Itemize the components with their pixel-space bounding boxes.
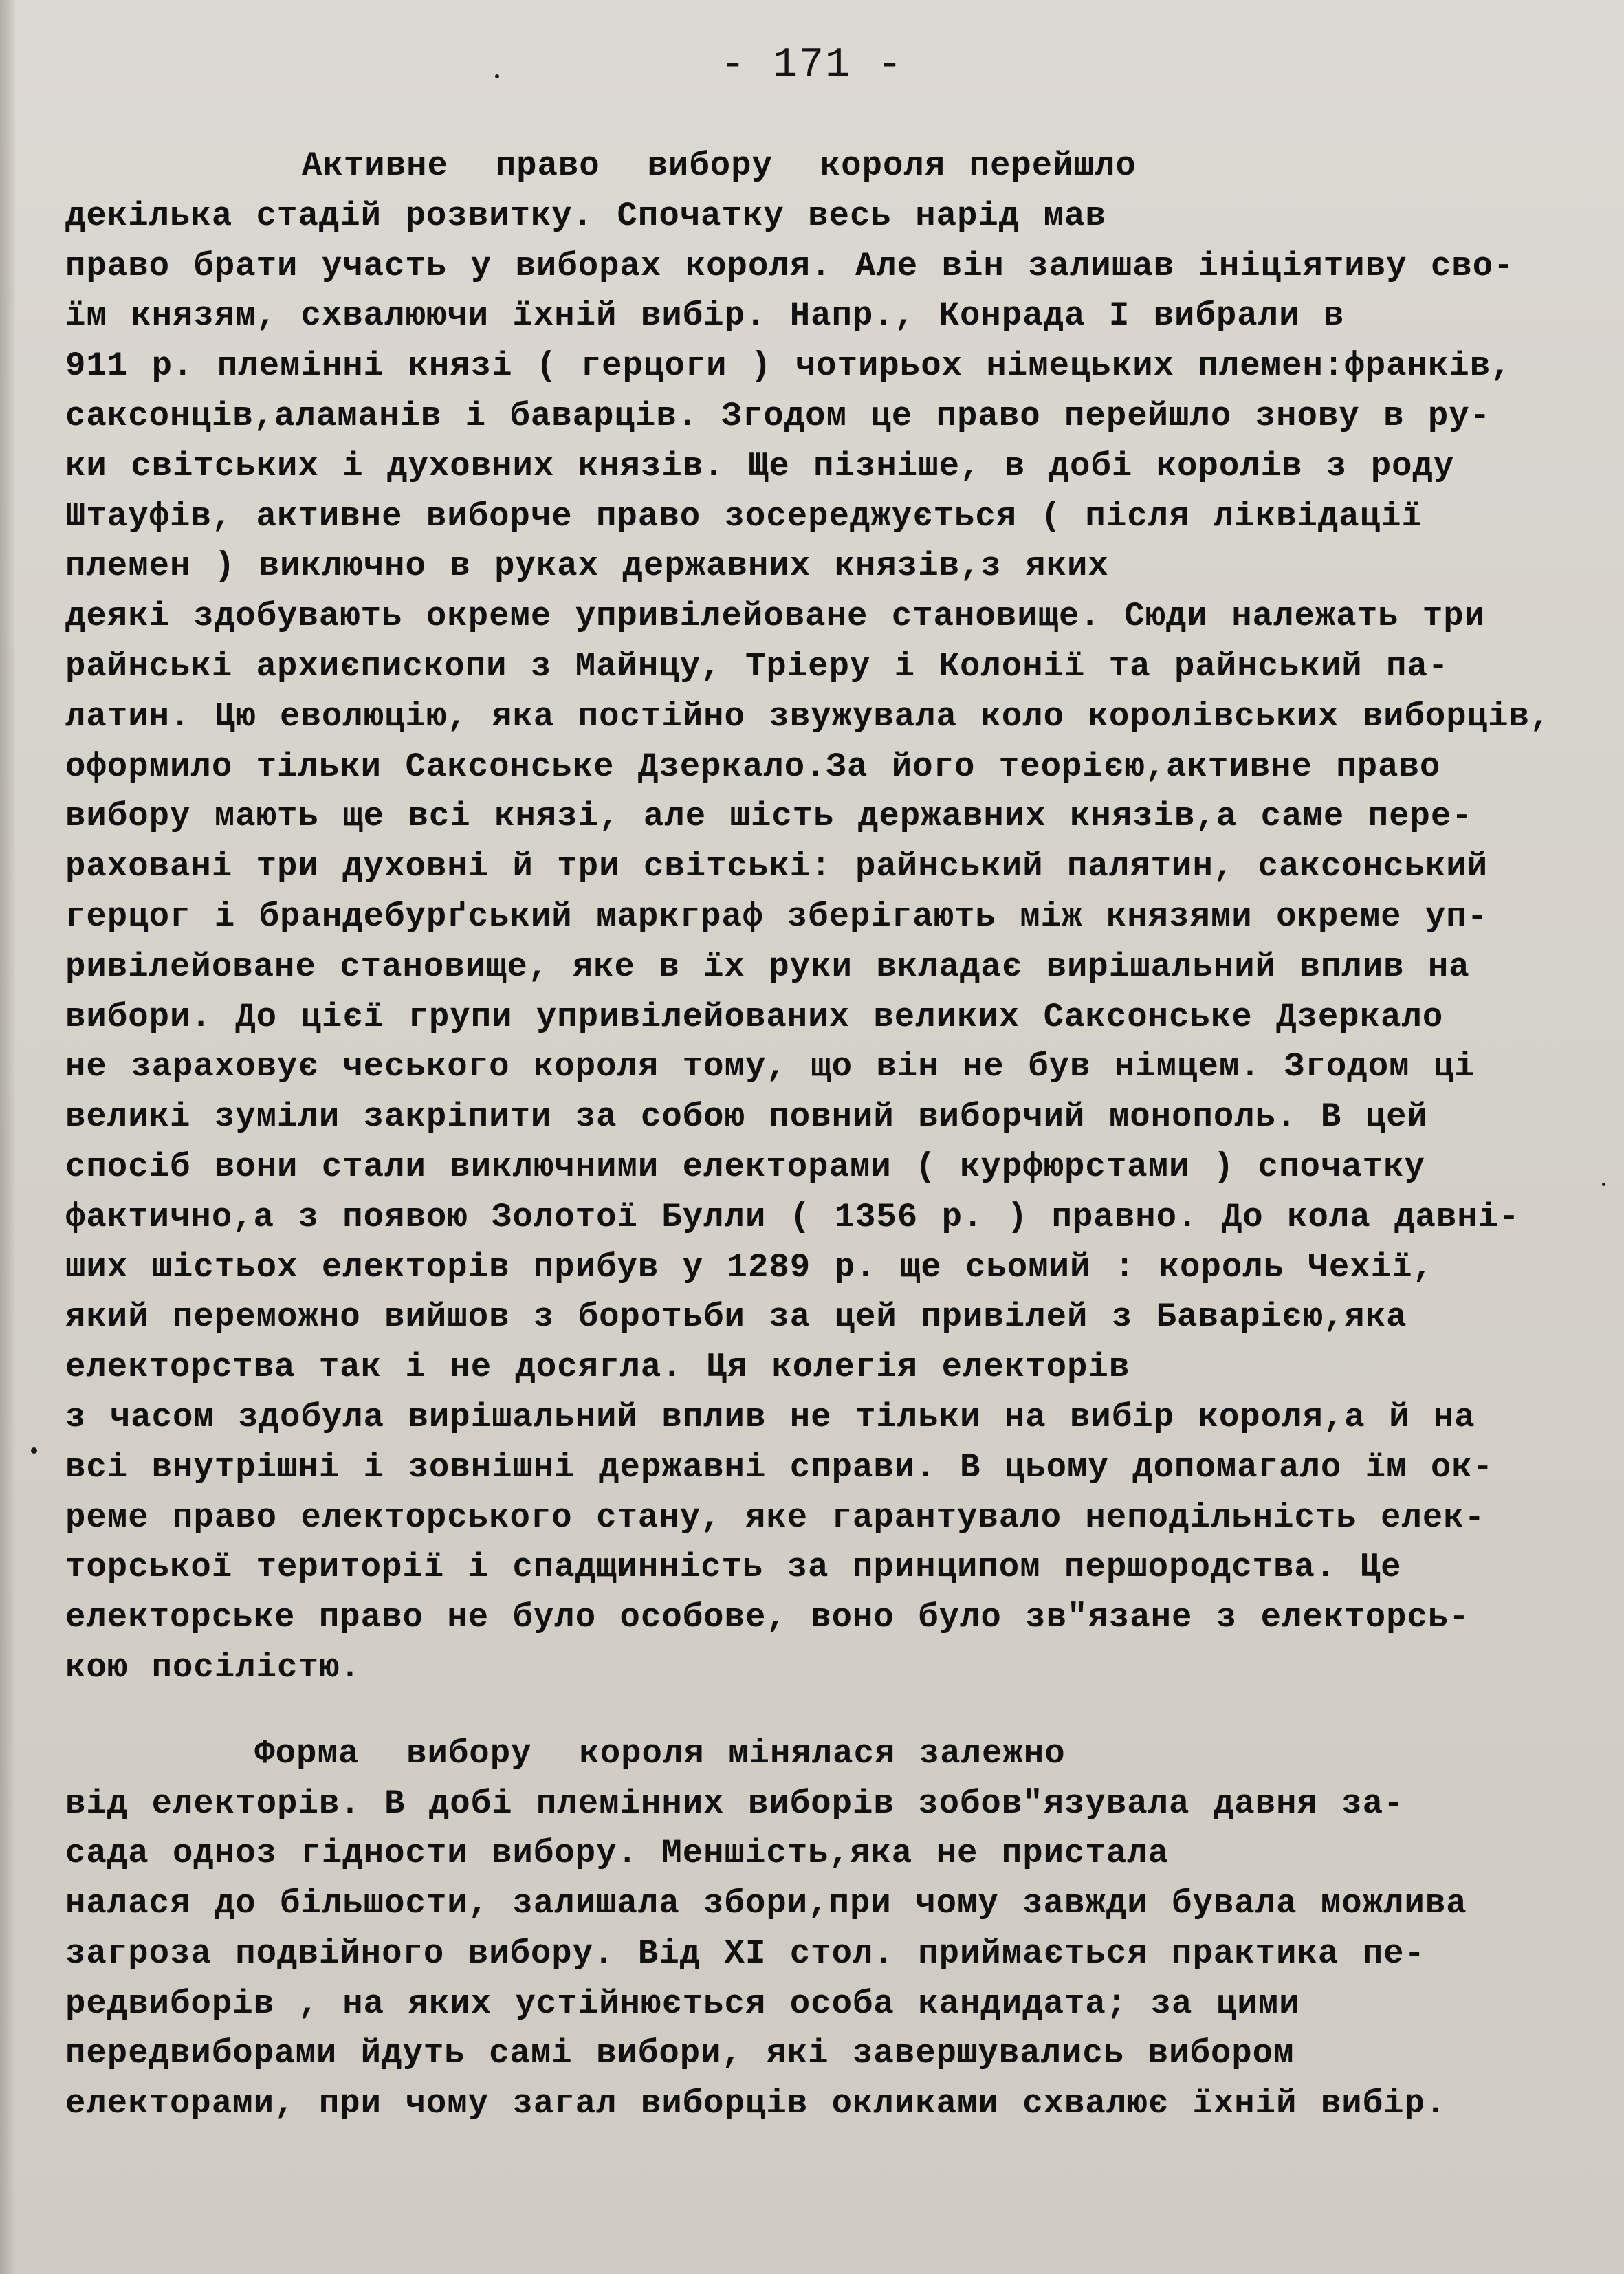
speck-mark xyxy=(31,1447,37,1454)
text-line: реме право електорського стану, яке гарантувало неподільність елек- xyxy=(65,1498,1486,1537)
text-line: ривілейоване становище, яке в їх руки вкладає вирішальний вплив на xyxy=(65,947,1470,986)
text-line: від електорів. В добі племінних виборів зобов"язувала давня за- xyxy=(65,1784,1405,1823)
paragraph xyxy=(65,1729,1605,2129)
text-line: торської території і спадщинність за принципом першородства. Це xyxy=(65,1548,1402,1587)
text-line: сада одноз гідности вибору. Меншість,яка не пристала xyxy=(65,1834,1170,1873)
text-line: всі внутрішні і зовнішні державні справи. В цьому допомагало їм ок- xyxy=(65,1447,1494,1487)
text-line: з часом здобула вирішальний вплив не тільки на вибір короля,а й на xyxy=(65,1397,1475,1436)
body-text xyxy=(65,141,1605,2129)
text-line: ших шістьох електорів прибув у 1289 р. ще сьомий : король Чехії, xyxy=(65,1247,1434,1287)
text-line: спосіб вони стали виключними електорами ( курфюрстами ) спочатку xyxy=(65,1147,1425,1186)
text-line: раховані три духовні й три світські: райнський палятин, саксонський xyxy=(65,847,1489,886)
text-line: вибору мають ще всі князі, але шість державних князів,а саме пере- xyxy=(65,797,1473,836)
text-line: загроза подвійного вибору. Від XI стол. приймається практика пе- xyxy=(65,1934,1425,1973)
text-line: декілька стадій розвитку. Спочатку весь нарід мав xyxy=(65,196,1106,235)
text-line: латин. Цю еволюцію, яка постійно звужувала коло королівських виборців, xyxy=(65,697,1551,736)
paragraph-gap xyxy=(65,1693,1605,1729)
text-line: передвиборами йдуть самі вибори, які завершувались вибором xyxy=(65,2034,1295,2073)
text-line: великі зуміли закріпити за собою повний виборчий монополь. В цей xyxy=(65,1097,1428,1137)
text-line: Штауфів, активне виборче право зосереджується ( після ліквідації xyxy=(65,496,1423,536)
text-line: їм князям, схвалюючи їхній вибір. Напр., Конрада I вибрали в xyxy=(65,296,1345,336)
text-line: племен ) виключно в руках державних князів,з яких xyxy=(65,547,1109,586)
text-line: оформило тільки Саксонське Дзеркало.За його теорією,активне право xyxy=(65,747,1441,786)
text-line: Активне право вибору короля перейшло xyxy=(65,146,1137,185)
text-line: електорами, при чому загал виборців окликами схвалює їхній вибір. xyxy=(65,2084,1447,2123)
text-line: саксонців,аламанів і баварців. Згодом це право перейшло знову в ру- xyxy=(65,396,1491,435)
text-line: фактично,а з появою Золотої Булли ( 1356 р. ) правно. До кола давні- xyxy=(65,1197,1520,1236)
text-line: електорське право не було особове, воно було зв"язане з електорсь- xyxy=(65,1598,1470,1637)
text-line: деякі здобувають окреме упривілейоване становище. Сюди належать три xyxy=(65,597,1486,636)
paragraph xyxy=(65,141,1605,1693)
text-line: герцог і брандебурґський маркграф зберігають між князями окреме уп- xyxy=(65,897,1489,936)
text-line: ки світських і духовних князів. Ще пізніше, в добі королів з роду xyxy=(65,446,1455,485)
text-line: який переможно вийшов з боротьби за цей привілей з Баварією,яка xyxy=(65,1298,1407,1337)
text-line: Форма вибору короля мінялася залежно xyxy=(65,1734,1066,1773)
text-line: право брати участь у виборах короля. Але він залишав ініціятиву сво- xyxy=(65,246,1515,285)
text-line: кою посілістю. xyxy=(65,1648,361,1687)
text-line: не зараховує чеського короля тому, що він не був німцем. Згодом ці xyxy=(65,1047,1475,1086)
text-line: 911 р. племінні князі ( герцоги ) чотирьох німецьких племен:франків, xyxy=(65,347,1512,386)
text-line: налася до більшости, залишала збори,при чому завжди бувала можлива xyxy=(65,1884,1467,1923)
scan-edge-shadow xyxy=(0,0,15,2274)
text-line: вибори. До цієї групи упривілейованих великих Саксонське Дзеркало xyxy=(65,997,1444,1036)
text-line: електорства так і не досягла. Ця колегія електорів xyxy=(65,1348,1130,1387)
text-line: редвиборів , на яких устійнюється особа кандидата; за цими xyxy=(65,1984,1300,2023)
page-number: - 171 - xyxy=(720,42,904,89)
text-line: райнські архиєпископи з Майнцу, Тріеру і Колонії та райнський па- xyxy=(65,646,1449,686)
